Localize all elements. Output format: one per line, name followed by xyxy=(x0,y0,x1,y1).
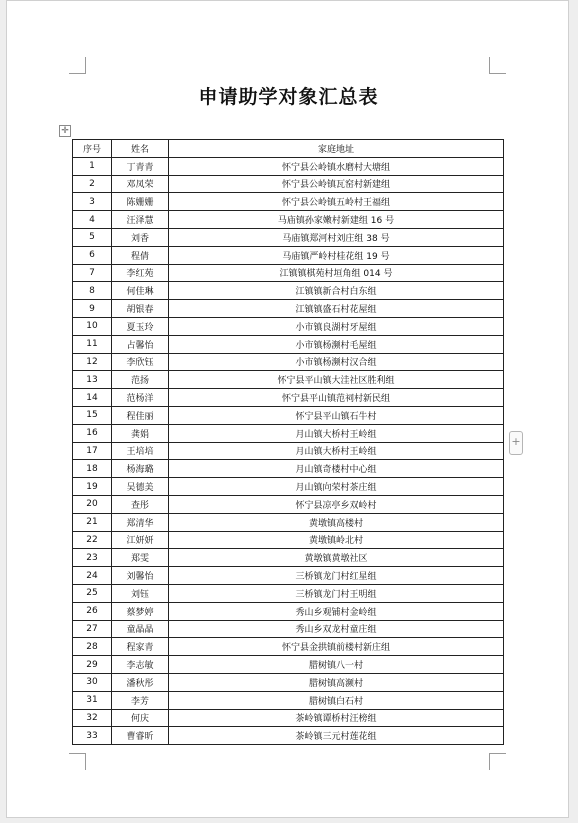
cell-name: 范杨洋 xyxy=(112,389,169,407)
document-page xyxy=(6,0,569,818)
cell-name: 程家青 xyxy=(112,638,169,656)
cell-address: 黄墩镇岭北村 xyxy=(169,531,504,549)
table-row xyxy=(73,709,504,727)
table-row xyxy=(73,353,504,371)
cell-index: 12 xyxy=(73,353,112,371)
cell-address: 茶岭镇谭桥村汪榜组 xyxy=(169,709,504,727)
cell-index: 24 xyxy=(73,567,112,585)
margin-corner-top-left xyxy=(69,57,86,74)
margin-corner-bottom-left xyxy=(69,753,86,770)
table-row xyxy=(73,228,504,246)
cell-name: 程倩 xyxy=(112,246,169,264)
cell-name: 何佳琳 xyxy=(112,282,169,300)
move-icon[interactable]: ✛ xyxy=(59,125,71,137)
header-name: 姓名 xyxy=(112,140,169,158)
cell-name: 李志敏 xyxy=(112,656,169,674)
cell-name: 郑清华 xyxy=(112,513,169,531)
cell-index: 4 xyxy=(73,211,112,229)
table-row xyxy=(73,584,504,602)
cell-name: 潘秋彤 xyxy=(112,673,169,691)
cell-name: 刘馨怡 xyxy=(112,567,169,585)
cell-index: 5 xyxy=(73,228,112,246)
cell-address: 月山镇大桥村王岭组 xyxy=(169,424,504,442)
cell-index: 32 xyxy=(73,709,112,727)
table-header-row xyxy=(73,140,504,158)
cell-index: 19 xyxy=(73,478,112,496)
cell-index: 23 xyxy=(73,549,112,567)
cell-address: 江镇镇盛石村花屋组 xyxy=(169,300,504,318)
cell-name: 龚娟 xyxy=(112,424,169,442)
table-row xyxy=(73,300,504,318)
table-body xyxy=(73,157,504,744)
table-row xyxy=(73,602,504,620)
applicant-table xyxy=(72,139,504,745)
table-row xyxy=(73,495,504,513)
cell-name: 何庆 xyxy=(112,709,169,727)
cell-address: 三桥镇龙门村红星组 xyxy=(169,567,504,585)
cell-address: 怀宁县平山镇石牛村 xyxy=(169,406,504,424)
table-row xyxy=(73,567,504,585)
cell-address: 马庙镇郑河村刘庄组 38 号 xyxy=(169,228,504,246)
table-row xyxy=(73,460,504,478)
header-address: 家庭地址 xyxy=(169,140,504,158)
cell-address: 怀宁县公岭镇瓦窑村新建组 xyxy=(169,175,504,193)
cell-name: 范扬 xyxy=(112,371,169,389)
cell-address: 小市镇杨濒村毛屋组 xyxy=(169,335,504,353)
cell-name: 胡银春 xyxy=(112,300,169,318)
cell-index: 9 xyxy=(73,300,112,318)
cell-name: 童晶晶 xyxy=(112,620,169,638)
table-row xyxy=(73,335,504,353)
cell-index: 31 xyxy=(73,691,112,709)
cell-index: 20 xyxy=(73,495,112,513)
table-row xyxy=(73,371,504,389)
cell-name: 刘香 xyxy=(112,228,169,246)
table-row xyxy=(73,673,504,691)
margin-corner-top-right xyxy=(489,57,506,74)
cell-index: 33 xyxy=(73,727,112,745)
cell-index: 2 xyxy=(73,175,112,193)
table-row xyxy=(73,282,504,300)
table-row xyxy=(73,246,504,264)
table-row xyxy=(73,442,504,460)
cell-index: 25 xyxy=(73,584,112,602)
cell-address: 马庙镇严岭村桂花组 19 号 xyxy=(169,246,504,264)
cell-address: 腊树镇高濒村 xyxy=(169,673,504,691)
cell-name: 查彤 xyxy=(112,495,169,513)
cell-name: 王培培 xyxy=(112,442,169,460)
cell-address: 腊树镇八一村 xyxy=(169,656,504,674)
cell-index: 28 xyxy=(73,638,112,656)
cell-name: 蔡梦婷 xyxy=(112,602,169,620)
cell-name: 吴德美 xyxy=(112,478,169,496)
cell-index: 13 xyxy=(73,371,112,389)
cell-index: 7 xyxy=(73,264,112,282)
plus-icon[interactable]: + xyxy=(509,431,523,455)
table-row xyxy=(73,389,504,407)
cell-name: 李欣钰 xyxy=(112,353,169,371)
cell-address: 黄墩镇黄墩社区 xyxy=(169,549,504,567)
cell-address: 腊树镇白石村 xyxy=(169,691,504,709)
cell-index: 11 xyxy=(73,335,112,353)
cell-address: 月山镇大桥村王岭组 xyxy=(169,442,504,460)
cell-index: 8 xyxy=(73,282,112,300)
cell-name: 李红苑 xyxy=(112,264,169,282)
table-row xyxy=(73,727,504,745)
cell-index: 29 xyxy=(73,656,112,674)
cell-index: 26 xyxy=(73,602,112,620)
cell-name: 郑雯 xyxy=(112,549,169,567)
cell-name: 程佳丽 xyxy=(112,406,169,424)
table-row xyxy=(73,317,504,335)
cell-address: 江镇镇棋苑村垣角组 014 号 xyxy=(169,264,504,282)
cell-index: 3 xyxy=(73,193,112,211)
cell-name: 汪泽慧 xyxy=(112,211,169,229)
table-row xyxy=(73,175,504,193)
cell-address: 怀宁县金拱镇前楼村新庄组 xyxy=(169,638,504,656)
cell-index: 22 xyxy=(73,531,112,549)
table-row xyxy=(73,638,504,656)
cell-index: 18 xyxy=(73,460,112,478)
cell-address: 江镇镇新合村白东组 xyxy=(169,282,504,300)
cell-index: 30 xyxy=(73,673,112,691)
cell-name: 陈姗姗 xyxy=(112,193,169,211)
cell-address: 怀宁县平山镇大洼社区胜利组 xyxy=(169,371,504,389)
cell-address: 小市镇杨濒村汉合组 xyxy=(169,353,504,371)
cell-address: 秀山乡双龙村童庄组 xyxy=(169,620,504,638)
cell-name: 占馨怡 xyxy=(112,335,169,353)
table-row xyxy=(73,513,504,531)
cell-address: 怀宁县公岭镇水磨村大塘组 xyxy=(169,157,504,175)
cell-name: 夏玉玲 xyxy=(112,317,169,335)
cell-index: 15 xyxy=(73,406,112,424)
cell-address: 怀宁县公岭镇五岭村王福组 xyxy=(169,193,504,211)
cell-address: 三桥镇龙门村王明组 xyxy=(169,584,504,602)
table-row xyxy=(73,549,504,567)
cell-name: 江妍妍 xyxy=(112,531,169,549)
table-row xyxy=(73,656,504,674)
cell-name: 丁青青 xyxy=(112,157,169,175)
cell-index: 14 xyxy=(73,389,112,407)
cell-index: 17 xyxy=(73,442,112,460)
cell-name: 邓凤荣 xyxy=(112,175,169,193)
table-row xyxy=(73,211,504,229)
cell-address: 怀宁县平山镇范祠村新民组 xyxy=(169,389,504,407)
table-row xyxy=(73,691,504,709)
cell-address: 月山镇奇楼村中心组 xyxy=(169,460,504,478)
cell-name: 刘钰 xyxy=(112,584,169,602)
margin-corner-bottom-right xyxy=(489,753,506,770)
table-row xyxy=(73,478,504,496)
cell-address: 黄墩镇高楼村 xyxy=(169,513,504,531)
cell-index: 16 xyxy=(73,424,112,442)
table-row xyxy=(73,193,504,211)
header-index: 序号 xyxy=(73,140,112,158)
cell-address: 马庙镇孙家嫩村新建组 16 号 xyxy=(169,211,504,229)
cell-address: 小市镇良湖村牙屋组 xyxy=(169,317,504,335)
cell-name: 杨海璐 xyxy=(112,460,169,478)
table-row xyxy=(73,157,504,175)
cell-index: 10 xyxy=(73,317,112,335)
cell-index: 1 xyxy=(73,157,112,175)
cell-address: 怀宁县凉亭乡双岭村 xyxy=(169,495,504,513)
cell-address: 月山镇向荣村茶庄组 xyxy=(169,478,504,496)
table-row xyxy=(73,620,504,638)
cell-address: 茶岭镇三元村莲花组 xyxy=(169,727,504,745)
table-row xyxy=(73,424,504,442)
cell-index: 21 xyxy=(73,513,112,531)
cell-name: 曹睿昕 xyxy=(112,727,169,745)
cell-index: 27 xyxy=(73,620,112,638)
cell-address: 秀山乡观铺村金岭组 xyxy=(169,602,504,620)
table-row xyxy=(73,531,504,549)
table-row xyxy=(73,264,504,282)
cell-name: 李芳 xyxy=(112,691,169,709)
document-title: 申请助学对象汇总表 xyxy=(198,86,379,108)
table-row xyxy=(73,406,504,424)
cell-index: 6 xyxy=(73,246,112,264)
